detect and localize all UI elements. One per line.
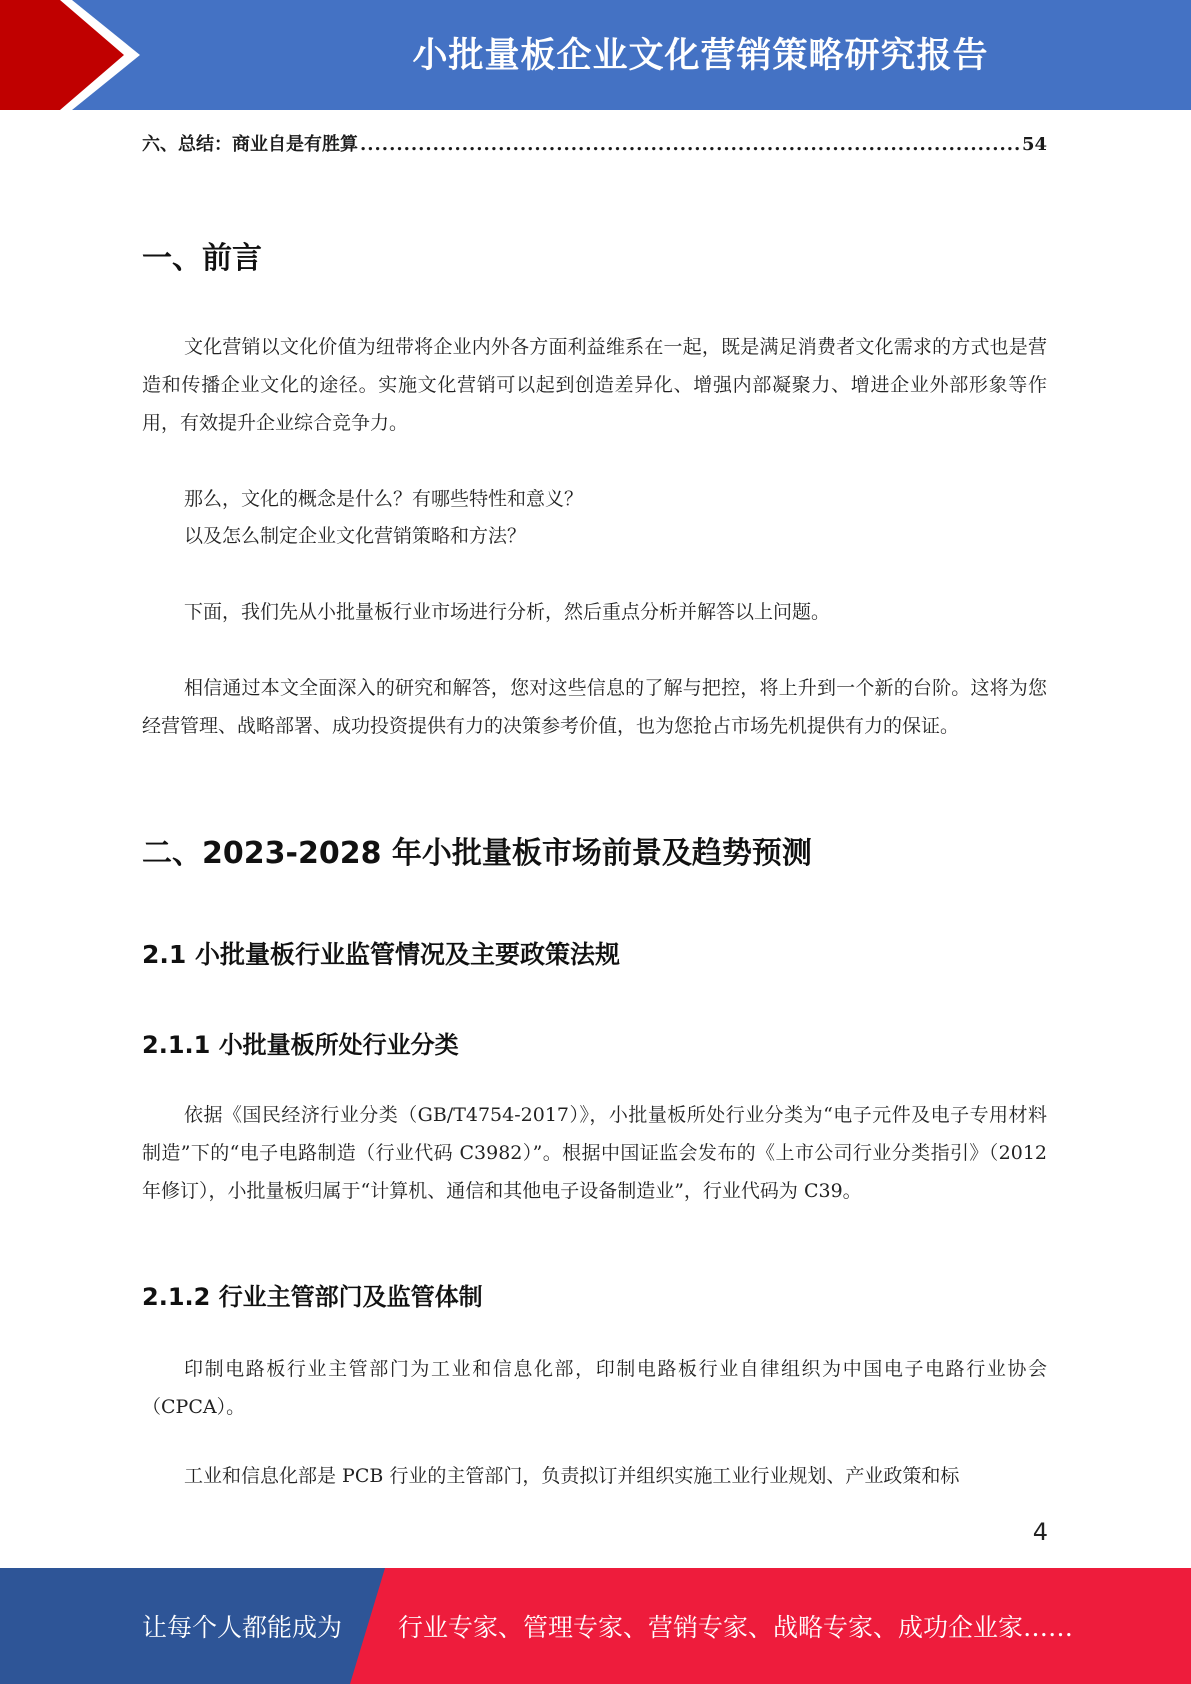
report-title: 小批量板企业文化营销策略研究报告 xyxy=(412,36,989,76)
paragraph: 文化营销以文化价值为纽带将企业内外各方面利益维系在一起，既是满足消费者文化需求的方式也是营造和传播企业文化的途径。实施文化营销可以起到创造差异化、增强内部凝聚力、增进企业外部形象等作用，有效提升企业综合竞争力。 xyxy=(142,336,1047,434)
paragraph: 下面，我们先从小批量板行业市场进行分析，然后重点分析并解答以上问题。 xyxy=(184,601,831,623)
question-line: 以及怎么制定企业文化营销策略和方法？ xyxy=(184,525,527,547)
subsection-heading: 2.1 小批量板行业监管情况及主要政策法规 xyxy=(142,940,620,969)
paragraph: 印制电路板行业主管部门为工业和信息化部，印制电路板行业自律组织为中国电子电路行业协会（CPCA）。 xyxy=(142,1358,1047,1418)
paragraph: 工业和信息化部是 PCB 行业的主管部门，负责拟订并组织实施工业行业规划、产业政策和标 xyxy=(184,1465,960,1487)
section-heading-forecast: 二、2023-2028 年小批量板市场前景及趋势预测 xyxy=(142,836,812,871)
paragraph: 相信通过本文全面深入的研究和解答，您对这些信息的了解与把控，将上升到一个新的台阶。这将为您经营管理、战略部署、成功投资提供有力的决策参考价值，也为您抢占市场先机提供有力的保证。 xyxy=(142,677,1047,737)
header-banner xyxy=(0,0,1191,110)
paragraph: 依据《国民经济行业分类（GB/T4754-2017）》，小批量板所处行业分类为“电子元件及电子专用材料制造”下的“电子电路制造（行业代码 C3982）”。根据中国证监会发布的《上市公司行业分类指引》（2012 年修订），小批量板归属于“计算机、通信和其他电子设备制造业”，行业代码为 C39。 xyxy=(142,1104,1047,1202)
subsubsection-heading: 2.1.1 小批量板所处行业分类 xyxy=(142,1031,459,1059)
footer-banner xyxy=(0,1568,1191,1684)
section-heading-preface: 一、前言 xyxy=(142,241,262,276)
toc-entry[interactable] xyxy=(142,130,1047,160)
toc-leader-dots xyxy=(360,134,1020,155)
footer-slogan-left: 让每个人都能成为 xyxy=(142,1613,343,1642)
toc-entry-label: 六、总结：商业自是有胜算 xyxy=(142,134,358,155)
question-line: 那么，文化的概念是什么？有哪些特性和意义？ xyxy=(184,488,584,510)
toc-entry-page: 54 xyxy=(1021,134,1047,155)
subsubsection-heading: 2.1.2 行业主管部门及监管体制 xyxy=(142,1283,483,1311)
page-number: 4 xyxy=(1032,1518,1048,1546)
footer-slogan-right: 行业专家、管理专家、营销专家、战略专家、成功企业家…… xyxy=(398,1613,1074,1642)
